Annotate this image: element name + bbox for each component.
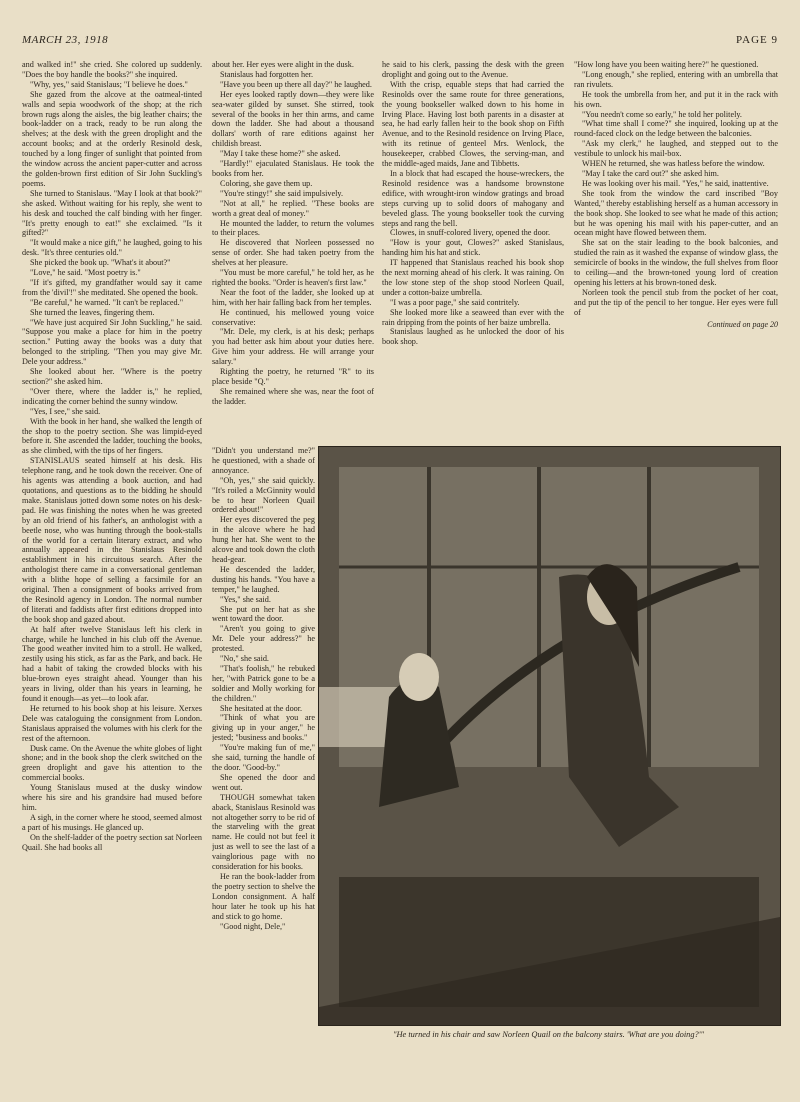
paragraph: "You needn't come so early," he told her politely. (582, 109, 742, 119)
text-column-3 (382, 60, 564, 440)
paragraph: he said to his clerk, passing the desk with the green droplight and going out to the Avenue. (382, 60, 564, 79)
paragraph: He returned to his book shop at his leisure. Xerxes Dele was cataloguing the consignment from London. Stanislaus appraised the volumes with his clerk for the rest of the afternoon. (22, 703, 202, 743)
paragraph: At half after twelve Stanislaus left his clerk in charge, while he lunched in his club off the Avenue. The good weather invited him to a stroll. He walked, zestily using his stick, as far as the Park, and back. He had a habit of taking the crowded blocks with his blue-brown eyes straight ahead. Younger than his years in living, older than his years in learning, he found it enough—as yet—to look afar. (22, 624, 202, 703)
paragraph: "How is your gout, Clowes?" asked Stanislaus, handing him his hat and stick. (382, 238, 564, 258)
paragraph: "Good night, Dele," (220, 921, 286, 931)
paragraph: She turned to Stanislaus. "May I look at that book?" she asked. Without waiting for his reply, she went to his desk and touched the calf binding with her finger. "It's pretty enough to eat!" she exclaimed. "Is it gifted?" (22, 188, 202, 238)
paragraph: He discovered that Norleen possessed no sense of order. She had taken poetry from the shelves at her pleasure. (212, 238, 374, 268)
paragraph: Dusk came. On the Avenue the white globes of light shone; and in the book shop the clerk switched on the green droplight and gave his attention to the commercial books. (22, 743, 202, 783)
paragraph: "Think of what you are giving up in your anger," he jested; "business and books." (212, 713, 315, 743)
paragraph: "Have you been up there all day?" he laughed. (220, 79, 372, 89)
paragraph: "Be careful," he warned. "It can't be replaced." (30, 297, 184, 307)
paragraph: "Long enough," she replied, entering with an umbrella that ran rivulets. (574, 69, 778, 89)
paragraph: "You're making fun of me," she said, turning the handle of the door. "Good-by." (212, 743, 315, 772)
paragraph: and walked in!" she cried. She colored up suddenly. "Does the boy handle the books?" she inquired. (22, 60, 202, 79)
paragraph: She sat on the stair leading to the book balconies, and studied the rain as it washed the expanse of window glass, the semicircle of books in the window, the full shelves from floor to ceiling—and the brown-toned young lord of creation opening his letters at his brown-toned desk. (574, 238, 778, 287)
paragraph: "You must be more careful," he told her, as he righted the books. "Order is heaven's first law." (212, 268, 374, 287)
paragraph: "It would make a nice gift," he laughed, going to his desk. "It's three centuries old." (22, 238, 202, 258)
paragraph: He was looking over his mail. "Yes," he said, inattentive. (582, 178, 769, 188)
paragraph: On the shelf-ladder of the poetry section sat Norleen Quail. She had books all (22, 832, 202, 852)
paragraph: Young Stanislaus mused at the dusky window where his sire and his grandsire had mused before him. (22, 783, 202, 812)
paragraph: "Didn't you understand me?" he questioned, with a shade of annoyance. (212, 446, 315, 475)
paragraph: With the book in her hand, she walked the length of the shop to the poetry section. She was limpid-eyed before it. She ascended the ladder, touching the books, as she climbed, with the tips of her fingers. (22, 416, 202, 456)
paragraph: "Not at all," he replied. "These books are worth a great deal of money." (212, 198, 374, 218)
paragraph: THOUGH somewhat taken aback, Stanislaus Resinold was not altogether sorry to be rid of the starveling with the great name. He could not but feel it just as well to see the last of a vainglorious page with no consideration for his books. (212, 792, 315, 872)
paragraph: IT happened that Stanislaus reached his book shop the next morning ahead of his clerk. It was raining. On the low stone step of the shop stood Norleen Quail, under a cotton-baize umbrella. (382, 258, 564, 297)
paragraph: "I was a poor page," she said contritely. (390, 297, 520, 307)
paragraph: Her eyes looked raptly down—they were like sea-water gilded by sunset. She stirred, took several of the books in her thin arms, and came down the ladder. She had about a thousand dollars' worth of rare editions against her childish breast. (212, 89, 374, 149)
paragraph: He ran the book-ladder from the poetry section to shelve the London consignment. A half hour later he took up his hat and stick to go home. (212, 871, 315, 921)
paragraph: "Hardly!" ejaculated Stanislaus. He took the books from her. (212, 159, 374, 178)
paragraph: "No," she said. (220, 654, 269, 664)
paragraph: "Oh, yes," she said quickly. "It's roiled a McGinnity would be to hear Norleen Quail ordered about!" (212, 475, 315, 515)
paragraph: Righting the poetry, he returned "R" to its place beside "Q." (212, 367, 374, 386)
paragraph: In a block that had escaped the house-wreckers, the Resinold residence was a handsome brownstone edifice, with wrought-iron window gratings and broad steps curving up to solid doors of mahogany and beveled glass. The young bookseller took the curving steps and rang the bell. (382, 168, 564, 228)
paragraph: She hesitated at the door. (220, 703, 303, 713)
story-illustration (318, 446, 781, 1026)
paragraph: "That's foolish," he rebuked her, "with Patrick gone to be a soldier and Molly working for the children." (212, 663, 315, 703)
paragraph: He continued, his mellowed young voice conservative: (212, 307, 374, 327)
paragraph: "Love," he said. "Most poetry is." (30, 268, 141, 278)
paragraph: "Mr. Dele, my clerk, is at his desk; perhaps you had better ask him about your duties here. Give him your address. He will arrange your salary." (212, 327, 374, 367)
issue-date: MARCH 23, 1918 (22, 34, 109, 46)
paragraph: Her eyes discovered the peg in the alcove where he had hung her hat. She went to the alcove and took down the cloth head-gear. (212, 515, 315, 564)
paragraph: "May I take these home?" she asked. (220, 149, 341, 159)
paragraph: She looked more like a seaweed than ever with the rain dripping from the points of her baize umbrella. (382, 307, 564, 327)
paragraph: STANISLAUS seated himself at his desk. His telephone rang, and he took down the receiver. One of his agents was attending a book auction, and had quotations, and questions as to the bidding he should make. Stanislaus jotted down some notes on his desk-pad. He was finishing the notes when he was greeted by an old friend of his father's, an anthologist with a beetle nose, who was hunting through the book-stalls of the world for a certain literary extract, and who annually appeared in the Stanislaus Resinold establishment in his circuitous search. After the anthologist there came in a conversational gentleman with a blithe hope of selling a facsimile for an original. Then a consignment of books arrived from the Resinold agency in London. The normal number of literati and faddists after first editions dropped into the book shop and gazed about. (22, 456, 202, 624)
paragraph: "Yes," she said. (220, 594, 271, 604)
paragraph: "Yes, I see," she said. (30, 406, 101, 416)
paragraph: "Ask my clerk," he laughed, and stepped out to the vestibule to unlock his mail-box. (574, 139, 778, 159)
paragraph: about her. Her eyes were alight in the dusk. (212, 60, 354, 69)
paragraph: A sigh, in the corner where he stood, seemed almost a part of his musings. He glanced up. (22, 812, 202, 832)
illustration-caption: "He turned in his chair and saw Norleen Quail on the balcony stairs. 'What are you doing?'" (392, 1030, 705, 1039)
paragraph: She opened the door and went out. (212, 772, 315, 792)
paragraph: "May I take the card out?" she asked him. (582, 168, 719, 178)
paragraph: She took from the window the card inscribed "Boy Wanted," thereby establishing herself as a human accessory in the book shop. She looked to see what he made of this action; but he was opening his mail with his paper-cutter, and an ocean might have flowed between them. (574, 188, 778, 238)
page-number: PAGE 9 (736, 34, 778, 46)
paragraph: Coloring, she gave them up. (220, 178, 313, 188)
paragraph: Stanislaus laughed as he unlocked the door of his book shop. (382, 327, 564, 347)
paragraph: "If it's gifted, my grandfather would say it came from the 'divil'!" she meditated. She opened the book. (22, 277, 202, 297)
paragraph: Norleen took the pencil stub from the pocket of her coat, and put the tip of the pencil to her tongue. Her eyes were full of (574, 287, 778, 317)
paragraph: Near the foot of the ladder, she looked up at him, with her hair falling back from her temples. (212, 287, 374, 307)
text-column-2-lower (212, 446, 315, 1046)
paragraph: "You're stingy!" she said impulsively. (220, 188, 344, 198)
paragraph: "Over there, where the ladder is," he replied, indicating the corner behind the sunny window. (22, 386, 202, 406)
paragraph: She put on her hat as she went toward the door. (212, 604, 315, 624)
paragraph: He took the umbrella from her, and put it in the rack with his own. (574, 89, 778, 109)
paragraph: "How long have you been waiting here?" he questioned. (574, 60, 759, 69)
paragraph: "Why, yes," said Stanislaus; "I believe he does." (30, 79, 188, 89)
paragraph: "What time shall I come?" she inquired, looking up at the round-faced clock on the ledge between the balconies. (574, 119, 778, 139)
running-head (22, 34, 778, 50)
paragraph: He mounted the ladder, to return the volumes to their places. (212, 218, 374, 238)
continued-note: Continued on page 20 (707, 319, 778, 329)
paragraph: She turned the leaves, fingering them. (30, 307, 155, 317)
text-column-4 (574, 60, 778, 440)
paragraph: "Aren't you going to give Mr. Dele your address?" he protested. (212, 624, 315, 654)
paragraph: She remained where she was, near the foot of the ladder. (212, 386, 374, 406)
paragraph: He descended the ladder, dusting his hands. "You have a temper," he laughed. (212, 564, 315, 594)
paragraph: She gazed from the alcove at the oatmeal-tinted walls and sepia woodwork of the shop; at the rich brown rugs along the aisles, the big leather chairs; the book-ladder on a track, ready to be run along the shelves; at the desk with the green droplight and the account books; and at the orderly Resinold desk, touched by a long finger of sunlight that pointed from the window across the ancient paper-cutter and across the golden-brown first edition of Sir John Suckling's poems. (22, 89, 202, 188)
paragraph: She looked about her. "Where is the poetry section?" she asked him. (22, 367, 202, 386)
paragraph: "We have just acquired Sir John Suckling," he said. "Suppose you make a place for him in the poetry section." Putting away the books was a duty that belonged to the stripling. "Then you may give Mr. Dele your address." (22, 317, 202, 367)
text-column-1 (22, 60, 202, 1095)
text-column-2 (212, 60, 374, 446)
paragraph: With the crisp, equable steps that had carried the Resinolds over the same route for three generations, the young bookseller walked down to his home in Irving Place. Having lost both parents in a disaster at sea, he had early fallen heir to the book shop on Fifth Avenue, and to the Resinold residence on Irving Place, with its retinue of genteel Mrs. Wenlock, the housekeeper, crabbed Clowes, the serving-man, and the middle-aged maids, Jane and Tibbetts. (382, 79, 564, 169)
paragraph: She picked the book up. "What's it about?" (30, 258, 171, 268)
paragraph: WHEN he returned, she was hatless before the window. (582, 159, 765, 169)
paragraph: Clowes, in snuff-colored livery, opened the door. (390, 228, 551, 238)
paragraph: Stanislaus had forgotten her. (220, 69, 314, 79)
